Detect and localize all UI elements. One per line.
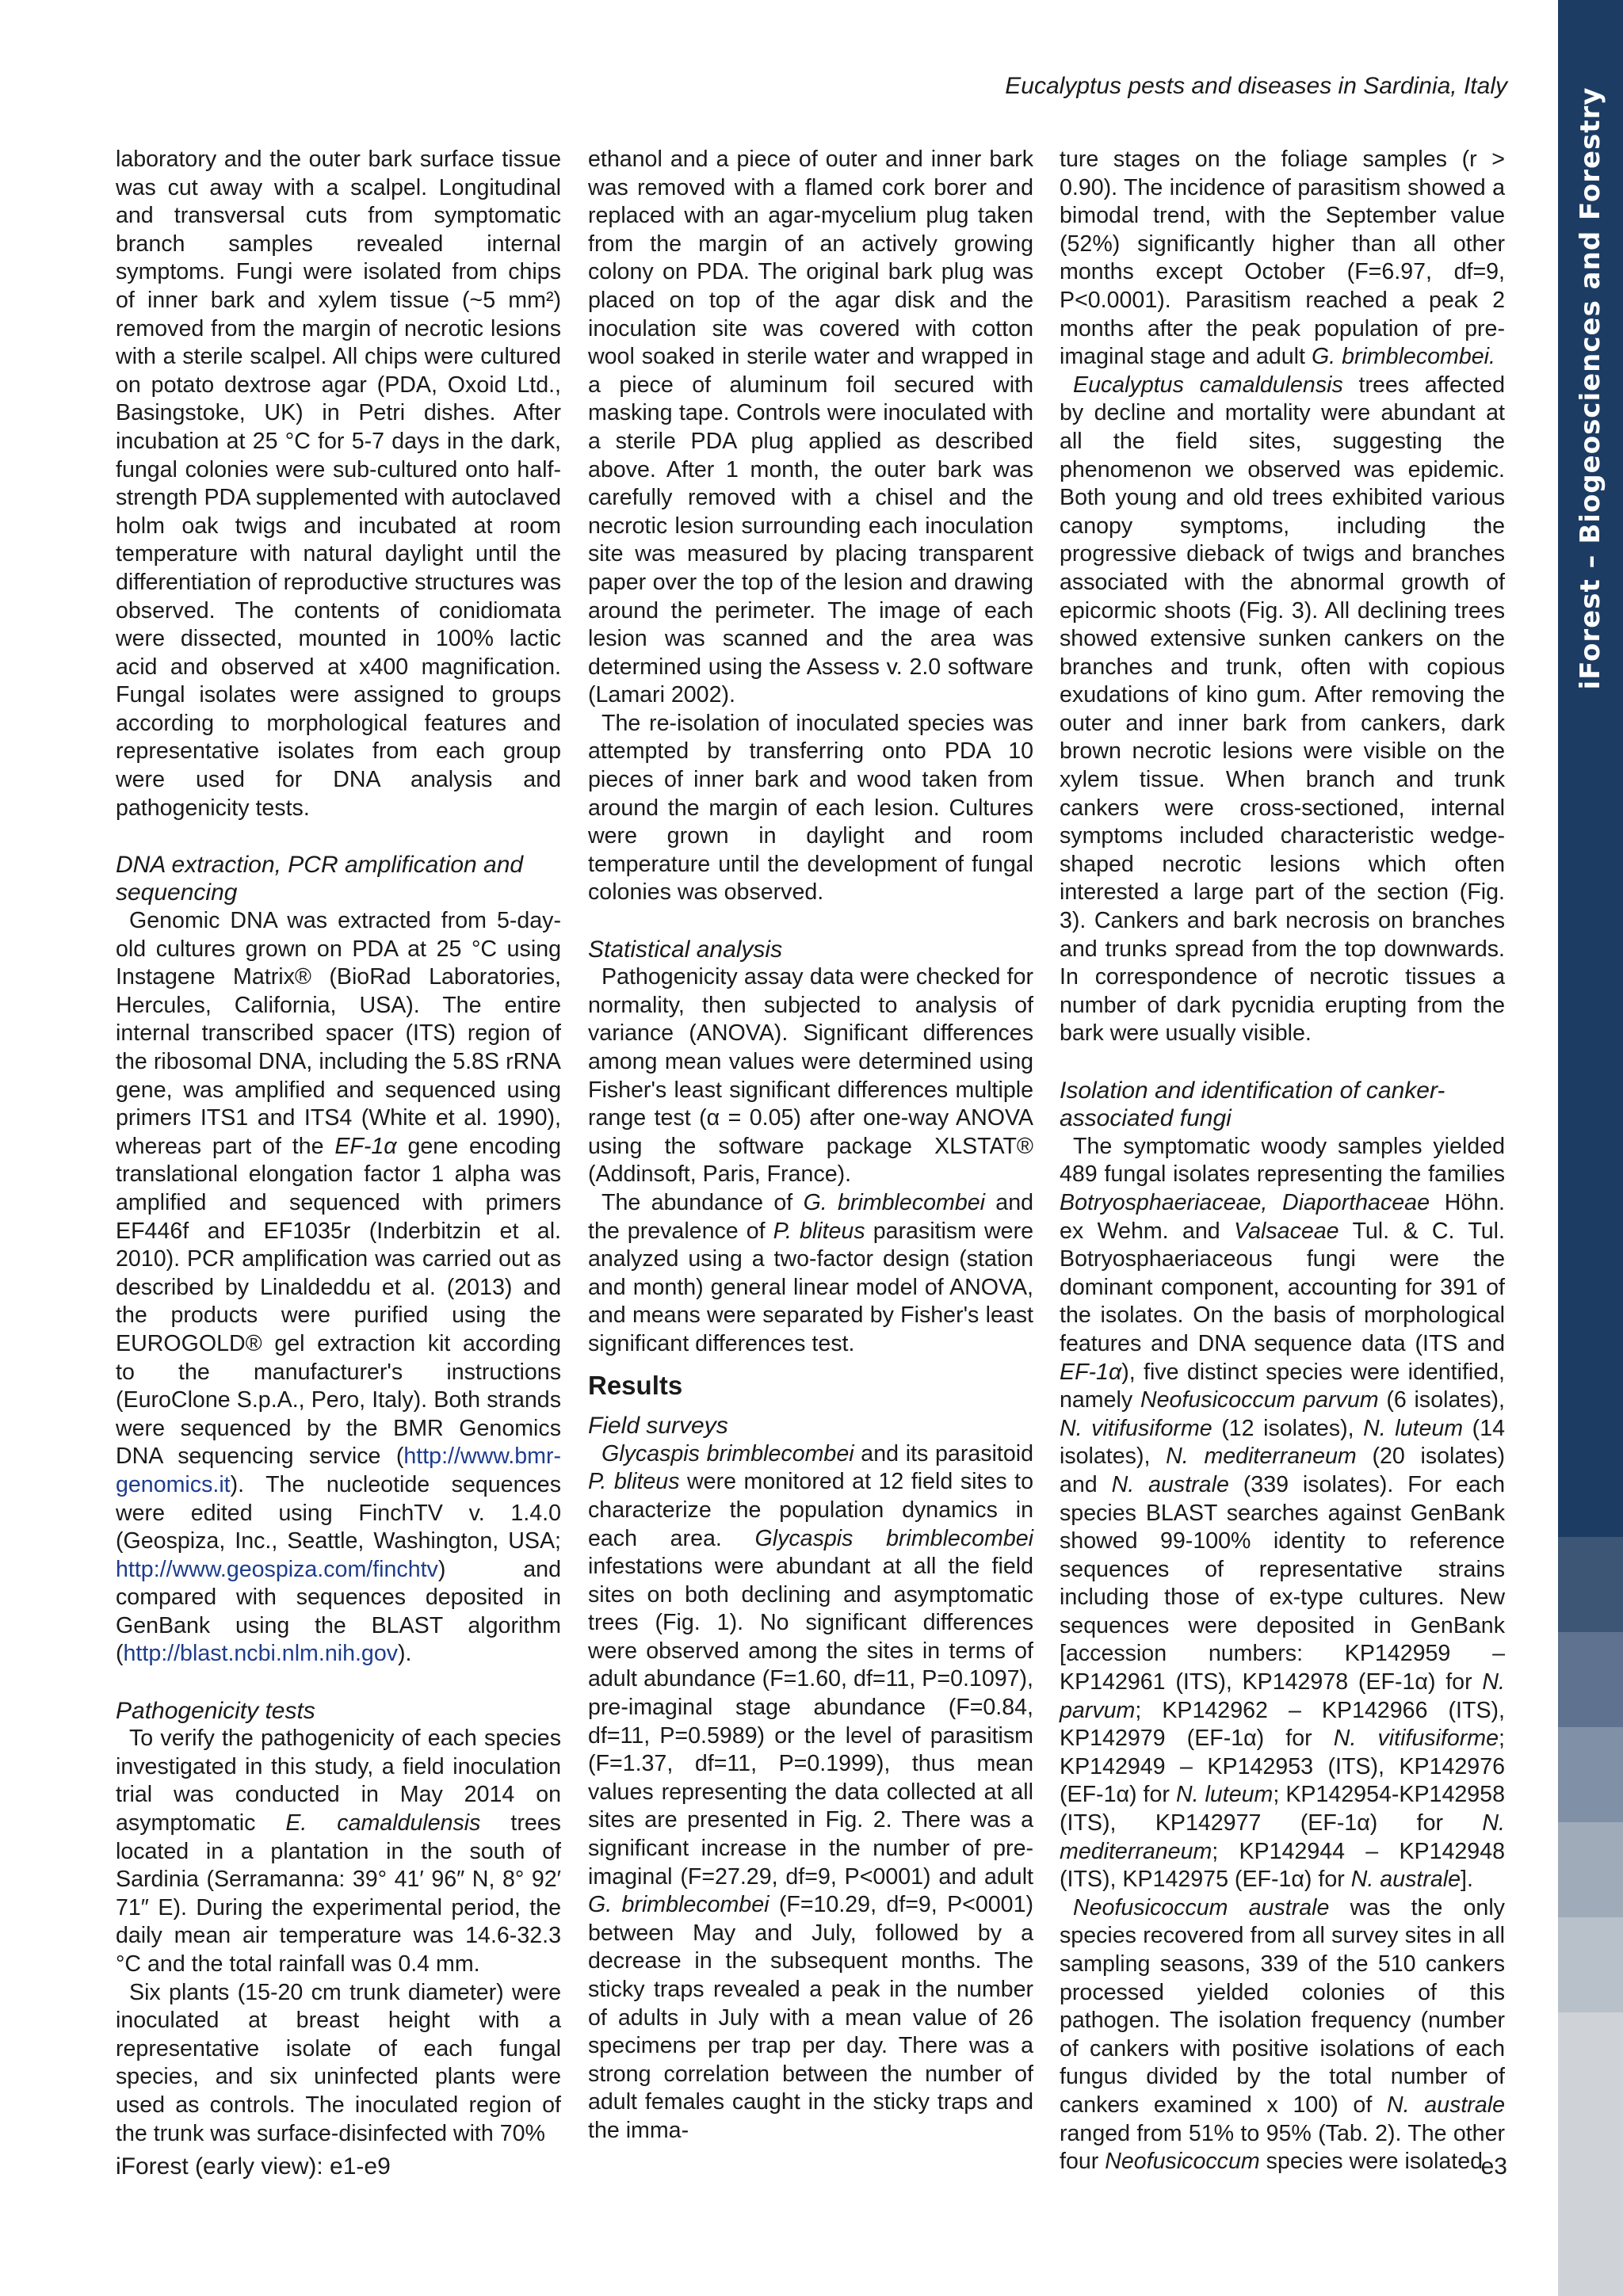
journal-sidebar bbox=[1558, 0, 1623, 2296]
paragraph-isolation: The symptomatic woody samples yielded 489 fungal isolates representing the families Botryosphaeriaceae, Diaporthaceae Höhn. ex Wehm. and Valsaceae Tul. & C. Tul. Botryosphaeriaceous fungi were the dominant component, accounting for 391 of the isolates. On the basis of morphological features and DNA sequence data (ITS and EF-1α), five distinct species were identified, namely Neofusicoccum parvum (6 isolates), N. vitifusiforme (12 isolates), N. luteum (14 isolates), N. mediterraneum (20 isolates) and N. australe (339 isolates). For each species BLAST searches against GenBank showed 99-100% identity to reference sequences of representative strains including those of ex-type cultures. New sequences were deposited in GenBank [accession numbers: KP142959 – KP142961 (ITS), KP142978 (EF-1α) for N. parvum; KP142962 – KP142966 (ITS), KP142979 (EF-1α) for N. vitifusiforme; KP142949 – KP142953 (ITS), KP142976 (EF-1α) for N. luteum; KP142954-KP142958 (ITS), KP142977 (EF-1α) for N. mediterraneum; KP142944 – KP142948 (ITS), KP142975 (EF-1α) for N. australe]. bbox=[1060, 1133, 1506, 1893]
text-column-2 bbox=[588, 146, 1033, 2145]
section-heading-field-surveys: Field surveys bbox=[588, 1413, 728, 1440]
paragraph-inoculation: ethanol and a piece of outer and inner bark was removed with a flamed cork borer and replaced with an agar-mycelium plug taken from the margin of an actively growing colony on PDA. The original bark plug was placed on top of the agar disk and the inoculation site was covered with cotton wool soaked in sterile water and wrapped in a piece of aluminum foil secured with masking tape. Controls were inoculated with a sterile PDA plug applied as described above. After 1 month, the outer bark was carefully removed with a chisel and the necrotic lesion surrounding each inoculation site was measured by placing transparent paper over the top of the lesion and drawing around the perimeter. The image of each lesion was scanned and the area was determined using the Assess v. 2.0 software (Lamari 2002). bbox=[588, 147, 1033, 708]
section-heading-pathogenicity: Pathogenicity tests bbox=[116, 1697, 315, 1724]
paragraph-field-surveys: Glycaspis brimblecombei and its parasitoid P. bliteus were monitored at 12 field sites to characterize the population dynamics in each area. Glycaspis brimblecombei infestations were abundant at all the field sites on both declining and asymptomatic trees (Fig. 1). No significant differences were observed among the sites in terms of adult abundance (F=1.60, df=11, P=0.1097), pre-imaginal stage abundance (F=0.84, df=11, P=0.5989) or the level of parasitism (F=1.37, df=11, P=0.1999), thus mean values representing the data collected at all sites are presented in Fig. 2. There was a significant increase in the number of pre-imaginal (F=27.29, df=9, P<0001) and adult G. brimblecombei (F=10.29, df=9, P<0001) between May and July, followed by a decrease in the subsequent months. The sticky traps revealed a peak in the number of adults in July with a mean value of 26 specimens per trap per day. There was a strong correlation between the number of adult females caught in the sticky traps and the imma- bbox=[588, 1440, 1033, 2143]
paragraph-reisolation: The re-isolation of inoculated species was attempted by transferring onto PDA 10 pieces of inner bark and wood taken from around the margin of each lesion. Cultures were grown in daylight and room temperature until the development of fungal colonies was observed. bbox=[588, 710, 1033, 906]
sidebar-shade-6 bbox=[1558, 2012, 1623, 2296]
paragraph-intro: laboratory and the outer bark surface tissue was cut away with a scalpel. Longitudinal and transversal cuts from symptomatic branch samples revealed internal symptoms. Fungi were isolated from chips of inner bark and xylem tissue (~5 mm²) removed from the margin of necrotic lesions with a sterile scalpel. All chips were cultured on potato dextrose agar (PDA, Oxoid Ltd., Basingstoke, UK) in Petri dishes. After incubation at 25 °C for 5-7 days in the dark, fungal colonies were sub-cultured onto half-strength PDA supplemented with autoclaved holm oak twigs and incubated at room temperature with natural daylight until the differentiation of reproductive structures was observed. The contents of conidiomata were dissected, mounted in 100% lactic acid and observed at x400 magnification. Fungal isolates were assigned to groups according to morphological features and representative isolates from each group were used for DNA analysis and pathogenicity tests. bbox=[116, 147, 561, 821]
sidebar-shade-1 bbox=[1558, 1537, 1623, 1632]
paragraph-pathogenicity-2: Six plants (15-20 cm trunk diameter) were inoculated at breast height with a representative isolate of each fungal species, and six uninfected plants were used as controls. The inoculated region of the trunk was surface-disinfected with 70% bbox=[116, 1979, 561, 2146]
link-blast[interactable]: http://blast.ncbi.nlm.nih.gov bbox=[123, 1641, 399, 1667]
paragraph-parasitism: ture stages on the foliage samples (r > 0.90). The incidence of parasitism showed a bimodal trend, with the September value (52%) significantly higher than all other months except October (F=6.97, df=9, P<0.0001). Parasitism reached a peak 2 months after the peak population of pre-imaginal stage and adult G. brimblecombei. bbox=[1060, 147, 1505, 370]
section-heading-isolation: Isolation and identification of canker-associated fungi bbox=[1060, 1077, 1445, 1132]
link-geospiza[interactable]: http://www.geospiza.com/finchtv bbox=[116, 1556, 438, 1582]
sidebar-shade-2 bbox=[1558, 1632, 1623, 1727]
link-bmr-genomics[interactable]: http://www.bmr-genomics.it bbox=[116, 1444, 561, 1497]
paragraph-australe: Neofusicoccum australe was the only species recovered from all survey sites in all sampling seasons, 339 of the 510 cankers processed yielded colonies of this pathogen. The isolation frequency (number of cankers with positive isolations of each fungus divided by the total number of cankers examined x 100) of N. australe ranged from 51% to 95% (Tab. 2). The other four Neofusicoccum species were isolated bbox=[1060, 1894, 1505, 2175]
sidebar-journal-label: iForest – Biogeosciences and Forestry bbox=[1575, 86, 1606, 690]
paragraph-abundance: The abundance of G. brimblecombei and the prevalence of P. bliteus parasitism were analyzed using a two-factor design (station and month) general linear model of ANOVA, and means were separated by Fisher's least significant differences test. bbox=[588, 1189, 1034, 1356]
section-heading-dna: DNA extraction, PCR amplification and sequencing bbox=[116, 851, 524, 906]
paragraph-pathogenicity-1: To verify the pathogenicity of each species investigated in this study, a field inoculation trial was conducted in May 2014 on asymptomatic E. camaldulensis trees located in a plantation in the south of Sardinia (Serramanna: 39° 41′ 96″ N, 8° 92′ 71″ E). During the experimental period, the daily mean air temperature was 14.6-32.3 °C and the total rainfall was 0.4 mm. bbox=[116, 1726, 561, 1977]
sidebar-shade-5 bbox=[1558, 1917, 1623, 2012]
footer-page-number: e3 bbox=[1480, 2153, 1507, 2180]
running-header: Eucalyptus pests and diseases in Sardinia, Italy bbox=[1005, 73, 1507, 99]
paragraph-statistics: Pathogenicity assay data were checked for normality, then subjected to analysis of variance (ANOVA). Significant differences among mean values were determined using Fisher's least significant differences multiple range test (α = 0.05) after one-way ANOVA using the software package XLSTAT® (Addinsoft, Paris, France). bbox=[588, 964, 1033, 1188]
footer-journal: iForest (early view): e1-e9 bbox=[116, 2153, 391, 2180]
section-heading-results: Results bbox=[588, 1370, 683, 1400]
paragraph-dna: Genomic DNA was extracted from 5-day-old cultures grown on PDA at 25 °C using Instagene Matrix® (BioRad Laboratories, Hercules, California, USA). The entire internal transcribed spacer (ITS) region of the ribosomal DNA, including the 5.8S rRNA gene, was amplified and sequenced using primers ITS1 and ITS4 (White et al. 1990), whereas part of the EF-1α gene encoding translational elongation factor 1 alpha was amplified and sequenced with primers EF446f and EF1035r (Inderbitzin et al. 2010). PCR amplification was carried out as described by Linaldeddu et al. (2013) and the products were purified using the EUROGOLD® gel extraction kit according to the manufacturer's instructions (EuroClone S.p.A., Pero, Italy). Both strands were sequenced by the BMR Genomics DNA sequencing service (http://www.bmr-genomics.it). The nucleotide sequences were edited using FinchTV v. 1.4.0 (Geospiza, Inc., Seattle, Washington, USA; http://www.geospiza.com/finchtv) and compared with sequences deposited in GenBank using the BLAST algorithm (http://blast.ncbi.nlm.nih.gov). bbox=[116, 908, 562, 1667]
text-column-1 bbox=[116, 146, 561, 2148]
sidebar-shade-3 bbox=[1558, 1727, 1623, 1822]
section-heading-statistics: Statistical analysis bbox=[588, 936, 783, 963]
text-column-3 bbox=[1060, 146, 1505, 2176]
paragraph-eucalyptus: Eucalyptus camaldulensis trees affected by decline and mortality were abundant at all the field sites, suggesting the phenomenon we observed was epidemic. Both young and old trees exhibited various canopy symptoms, including the progressive dieback of twigs and branches associated with the abnormal growth of epicormic shoots (Fig. 3). All declining trees showed extensive sunken cankers on the branches and trunk, often with copious exudations of kino gum. After removing the outer and inner bark from cankers, dark brown necrotic lesions were visible on the xylem tissue. When branch and trunk cankers were cross-sectioned, internal symptoms included characteristic wedge-shaped necrotic lesions which often interested a large part of the section (Fig. 3). Cankers and bark necrosis on branches and trunks spread from the top downwards. In correspondence of necrotic tissues a number of dark pycnidia erupting from the bark were usually visible. bbox=[1060, 372, 1505, 1047]
sidebar-shade-4 bbox=[1558, 1822, 1623, 1917]
